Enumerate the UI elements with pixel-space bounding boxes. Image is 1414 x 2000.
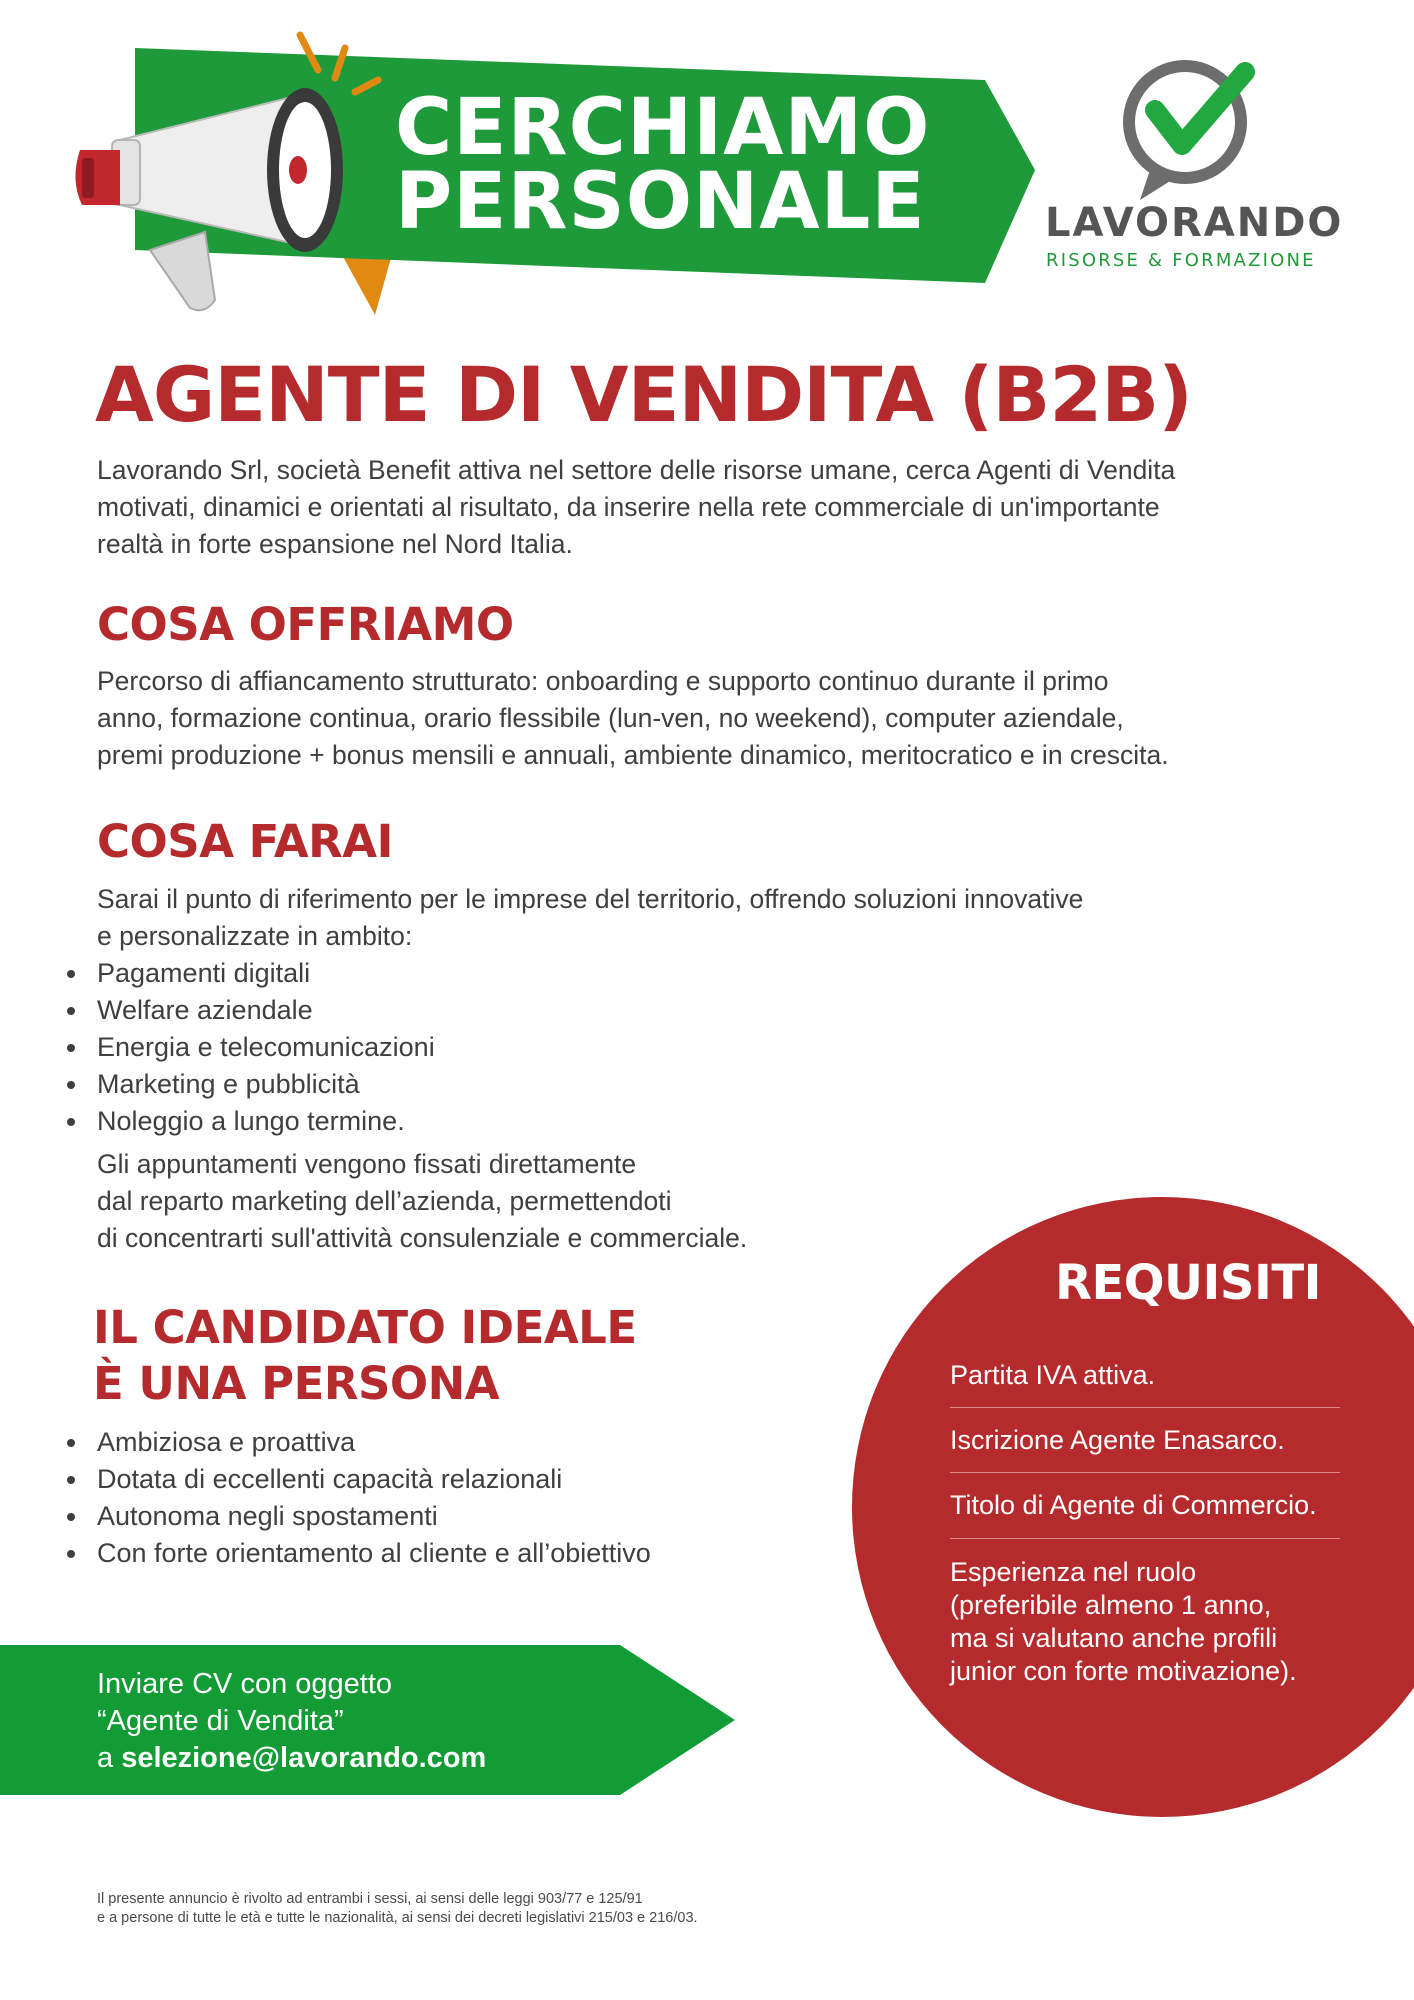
- disclaimer-line: Il presente annuncio è rivolto ad entrambi i sessi, ai sensi delle leggi 903/77 e 125/91: [97, 1891, 643, 1907]
- offer-paragraph: [97, 663, 1169, 774]
- requirement-line: junior con forte motivazione).: [950, 1656, 1297, 1686]
- requirements-title: REQUISITI: [1055, 1255, 1321, 1311]
- offer-line: Percorso di affiancamento strutturato: onboarding e supporto continuo durante il primo: [97, 666, 1109, 696]
- requirement-item: Titolo di Agente di Commercio.: [950, 1490, 1317, 1520]
- tasks-title: COSA FARAI: [97, 815, 393, 868]
- offer-line: premi produzione + bonus mensili e annuali, ambiente dinamico, meritocratico e in crescita.: [97, 740, 1169, 770]
- tasks-outro: [97, 1146, 747, 1257]
- requirement-line: ma si valutano anche profili: [950, 1623, 1278, 1653]
- banner-headline-line2: PERSONALE: [395, 157, 926, 247]
- list-item: Ambiziosa e proattiva: [58, 1424, 651, 1461]
- intro-line: motivati, dinamici e orientati al risultato, da inserire nella rete commerciale di un'importante: [97, 492, 1160, 522]
- requirement-item: Iscrizione Agente Enasarco.: [950, 1425, 1285, 1455]
- disclaimer-line: e a persone di tutte le età e tutte le nazionalità, ai sensi dei decreti legislativi 215/03 e 216/03.: [97, 1910, 698, 1926]
- intro-line: Lavorando Srl, società Benefit attiva nel settore delle risorse umane, cerca Agenti di Vendita: [97, 455, 1176, 485]
- cta-email-link[interactable]: selezione@lavorando.com: [121, 1742, 487, 1774]
- offer-line: anno, formazione continua, orario flessibile (lun-ven, no weekend), computer aziendale,: [97, 703, 1124, 733]
- list-item: Marketing e pubblicità: [58, 1066, 435, 1103]
- requirement-item: Partita IVA attiva.: [950, 1360, 1156, 1390]
- requirement-item: [950, 1556, 1297, 1688]
- tasks-outro-line: di concentrarti sull'attività consulenziale e commerciale.: [97, 1223, 748, 1253]
- cta-line: Inviare CV con oggetto: [97, 1668, 393, 1700]
- requirement-divider: [950, 1407, 1340, 1408]
- list-item: Noleggio a lungo termine.: [58, 1103, 435, 1140]
- tasks-intro: [97, 881, 1083, 955]
- candidate-title-line: IL CANDIDATO IDEALE: [93, 1301, 637, 1354]
- list-item: Dotata di eccellenti capacità relazionali: [58, 1461, 651, 1498]
- brand-name: LAVORANDO: [1045, 200, 1344, 246]
- list-item: Autonoma negli spostamenti: [58, 1498, 651, 1535]
- list-item: Con forte orientamento al cliente e all’obiettivo: [58, 1535, 651, 1572]
- tasks-intro-line: e personalizzate in ambito:: [97, 921, 413, 951]
- banner-headline-line1: CERCHIAMO: [395, 83, 931, 173]
- candidate-title: [93, 1300, 637, 1412]
- intro-line: realtà in forte espansione nel Nord Italia.: [97, 529, 573, 559]
- intro-paragraph: [97, 452, 1175, 563]
- requirement-divider: [950, 1472, 1340, 1473]
- tasks-list: [58, 955, 435, 1140]
- candidate-list: [58, 1424, 651, 1572]
- lavorando-logo-icon: [1129, 66, 1245, 200]
- brand-tagline: RISORSE & FORMAZIONE: [1046, 250, 1316, 271]
- tasks-outro-line: dal reparto marketing dell’azienda, permettendoti: [97, 1186, 672, 1216]
- cta-prefix: a: [97, 1742, 122, 1774]
- list-item: Pagamenti digitali: [58, 955, 435, 992]
- tasks-intro-line: Sarai il punto di riferimento per le imprese del territorio, offrendo soluzioni innovative: [97, 884, 1084, 914]
- job-title: AGENTE DI VENDITA (B2B): [95, 350, 1192, 439]
- requirement-line: Esperienza nel ruolo: [950, 1557, 1197, 1587]
- candidate-title-line: È UNA PERSONA: [93, 1357, 500, 1410]
- legal-disclaimer: [97, 1890, 698, 1928]
- requirement-divider: [950, 1538, 1340, 1539]
- tasks-outro-line: Gli appuntamenti vengono fissati direttamente: [97, 1149, 637, 1179]
- requirement-line: (preferibile almeno 1 anno,: [950, 1590, 1272, 1620]
- list-item: Welfare aziendale: [58, 992, 435, 1029]
- cta-block: [97, 1666, 486, 1777]
- list-item: Energia e telecomunicazioni: [58, 1029, 435, 1066]
- cta-line: [97, 1740, 486, 1777]
- offer-title: COSA OFFRIAMO: [97, 598, 514, 651]
- cta-line: “Agente di Vendita”: [97, 1705, 344, 1737]
